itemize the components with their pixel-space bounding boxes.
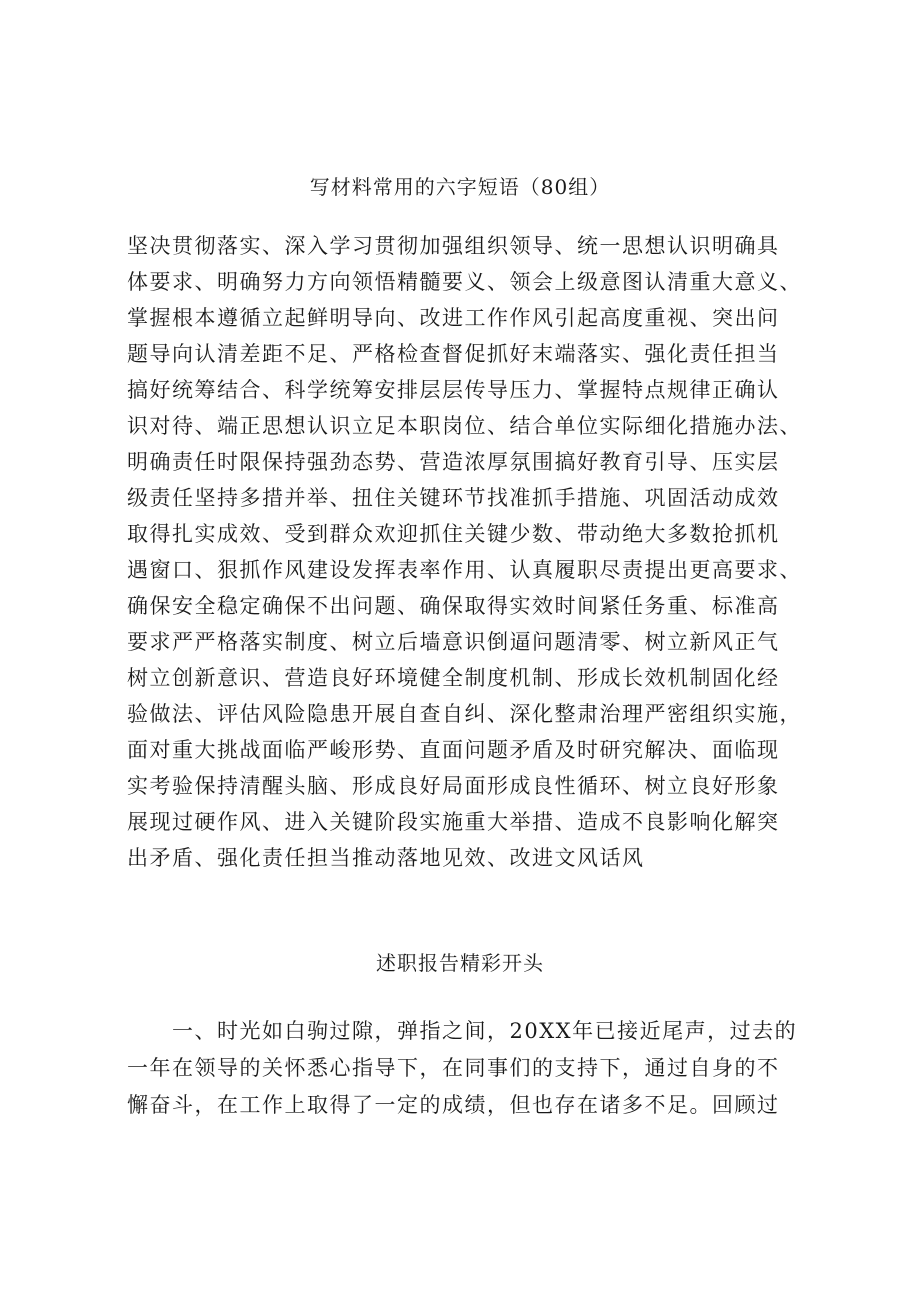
text-line: 要求严严格落实制度、树立后墙意识倒逼问题清零、树立新风正气 [127, 630, 780, 654]
text-line: 树立创新意识、营造良好环境健全制度机制、形成长效机制固化经 [127, 666, 780, 690]
section-title-phrases: 写材料常用的六字短语（80组） [309, 175, 611, 199]
text-line: 识对待、端正思想认识立足本职岗位、结合单位实际细化措施办法、 [127, 414, 802, 438]
text-line: 体要求、明确努力方向领悟精髓要义、领会上级意图认清重大意义、 [127, 270, 802, 294]
text-line: 取得扎实成效、受到群众欢迎抓住关键少数、带动绝大多数抢抓机 [127, 522, 780, 546]
text-line: 一年在领导的关怀悉心指导下，在同事们的支持下，通过自身的不 [127, 1056, 780, 1080]
text-line: 一、时光如白驹过隙，弹指之间，20XX年已接近尾声，过去的 [127, 1019, 798, 1043]
text-line: 遇窗口、狠抓作风建设发挥表率作用、认真履职尽责提出更高要求、 [127, 558, 802, 582]
text-line: 确保安全稳定确保不出问题、确保取得实效时间紧任务重、标准高 [127, 594, 780, 618]
text-line: 验做法、评估风险隐患开展自查自纠、深化整肃治理严密组织实施， [127, 702, 802, 726]
text-line: 明确责任时限保持强劲态势、营造浓厚氛围搞好教育引导、压实层 [127, 450, 780, 474]
text-line: 级责任坚持多措并举、扭住关键环节找准抓手措施、巩固活动成效 [127, 486, 780, 510]
text-line: 实考验保持清醒头脑、形成良好局面形成良性循环、树立良好形象 [127, 774, 780, 798]
text-line: 掌握根本遵循立起鲜明导向、改进工作作风引起高度重视、突出问 [127, 306, 780, 330]
text-line: 面对重大挑战面临严峻形势、直面问题矛盾及时研究解决、面临现 [127, 738, 780, 762]
text-line: 坚决贯彻落实、深入学习贯彻加强组织领导、统一思想认识明确具 [127, 234, 780, 258]
phrases-paragraph [127, 228, 827, 876]
text-line: 题导向认清差距不足、严格检查督促抓好末端落实、强化责任担当 [127, 342, 780, 366]
report-opening-paragraph [127, 1013, 827, 1124]
text-line: 展现过硬作风、进入关键阶段实施重大举措、造成不良影响化解突 [127, 810, 780, 834]
text-line: 出矛盾、强化责任担当推动落地见效、改进文风话风 [127, 846, 645, 870]
section-title-report-opening: 述职报告精彩开头 [376, 951, 544, 975]
text-line: 懈奋斗，在工作上取得了一定的成绩，但也存在诸多不足。回顾过 [127, 1093, 780, 1117]
text-line: 搞好统筹结合、科学统筹安排层层传导压力、掌握特点规律正确认 [127, 378, 780, 402]
